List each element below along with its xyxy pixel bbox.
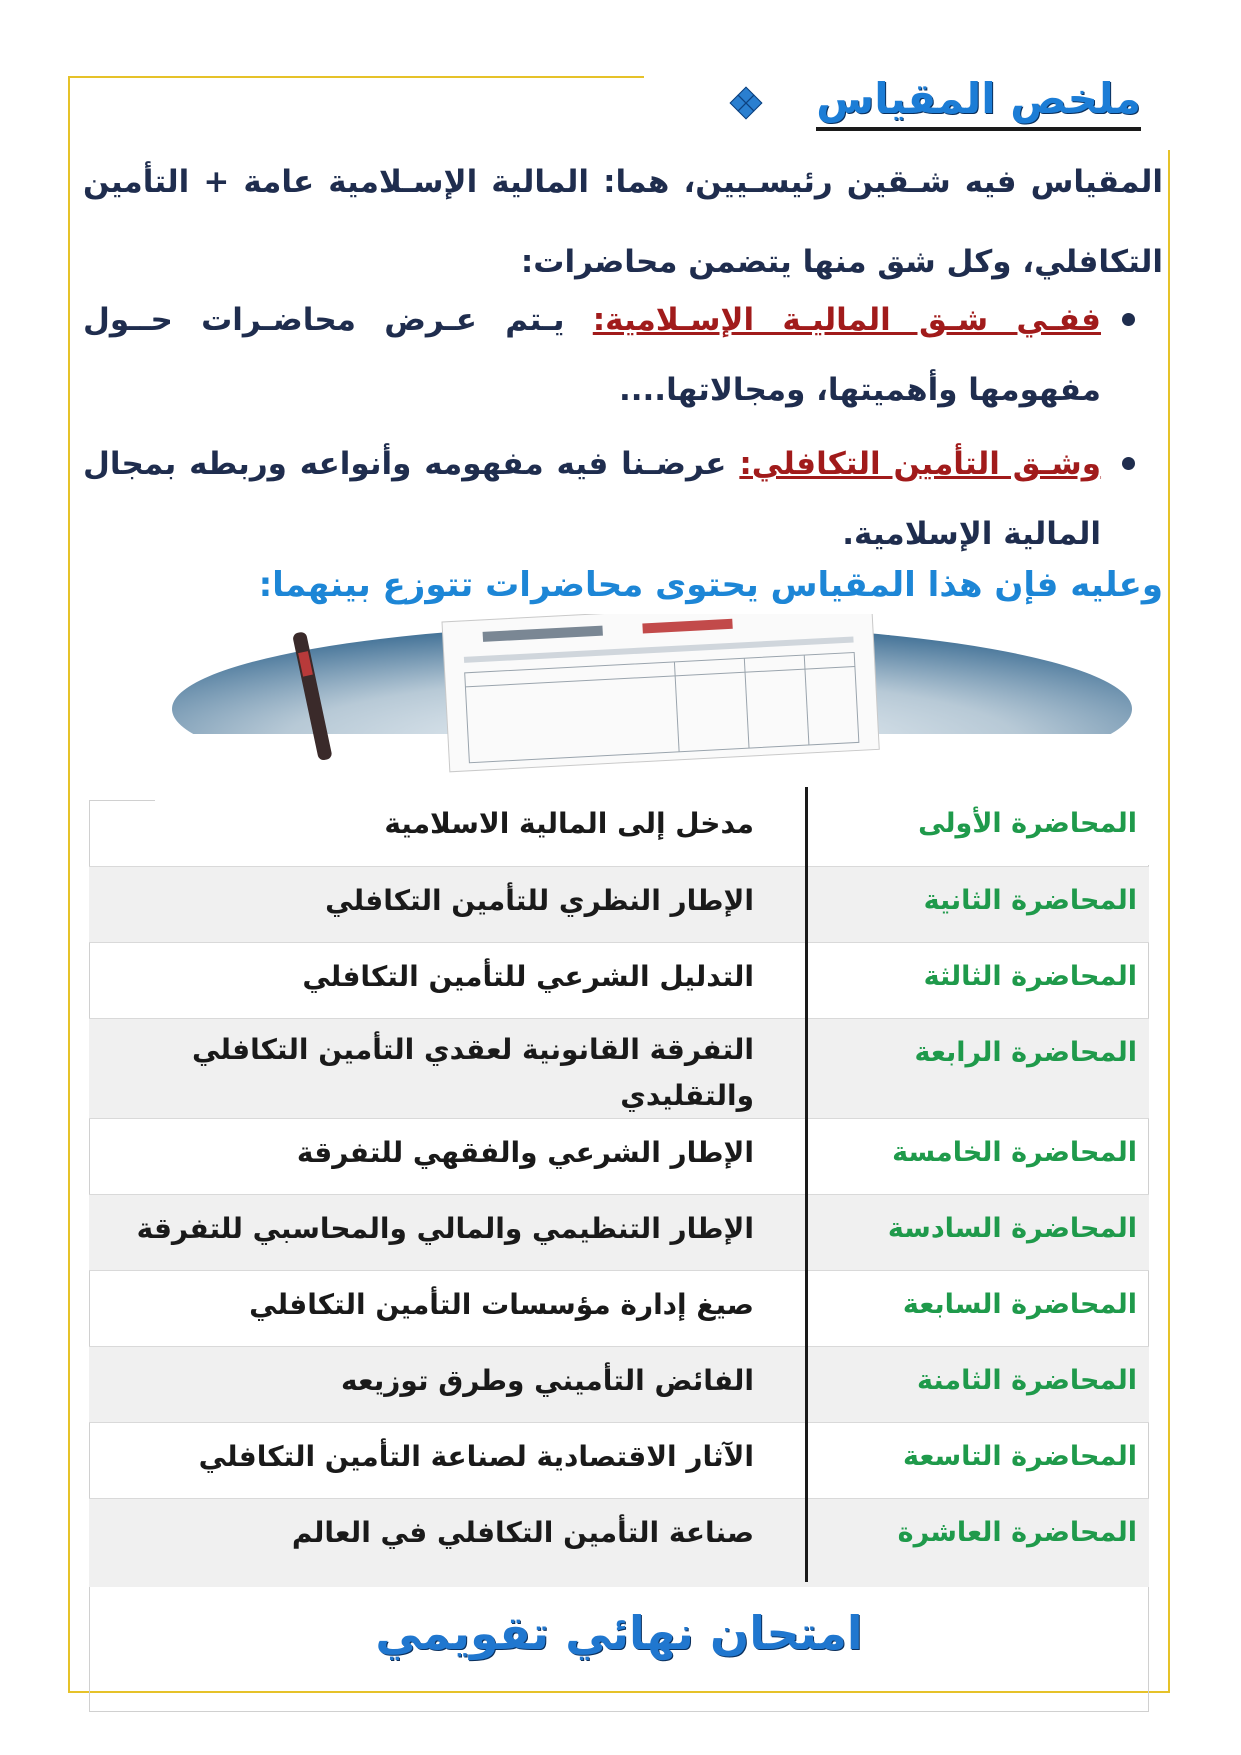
table-row [89,1422,1149,1499]
lecture-topic: الفائض التأميني وطرق توزيعه [340,1364,754,1397]
bullet-item [83,429,1163,569]
intro-paragraph: المقياس فيه شـقين رئيسـيين، هما: المالية الإسـلامية عامة + التأمين التكافلي، وكل شق منها يتضمن محاضرات: [83,164,1163,280]
table-row [89,1498,1149,1587]
table-row [89,790,1149,866]
lecture-number: المحاضرة السادسة [887,1213,1137,1244]
bullet-item [83,285,1163,425]
table-frame-bottom [89,1711,1149,1712]
lecture-topic: الإطار الشرعي والفقهي للتفرقة [296,1136,754,1169]
lecture-topic: مدخل إلى المالية الاسلامية [384,807,754,840]
lead-heading: وعليه فإن هذا المقياس يحتوى محاضرات تتوزع بينهما: [258,565,1163,605]
page-frame-left [68,76,70,1693]
table-row [89,942,1149,1019]
table-row [89,1018,1149,1119]
lecture-topic: الإطار التنظيمي والمالي والمحاسبي للتفرقة [136,1212,754,1245]
bullet-text: يـتم عـرض محاضـرات حــول مفهومها وأهميتها، ومجالاتها.... [83,302,1101,408]
table-row [89,1118,1149,1195]
lecture-topic: صيغ إدارة مؤسسات التأمين التكافلي [249,1288,754,1321]
title-row [732,72,1141,132]
final-exam-label: امتحان نهائي تقويمي [375,1606,863,1660]
lecture-number: المحاضرة التاسعة [902,1441,1137,1472]
lecture-number: المحاضرة الرابعة [914,1037,1137,1068]
page-title: ملخص المقياس [816,73,1141,131]
diamond-cluster-icon [732,89,758,115]
table-row [89,1346,1149,1423]
lecture-topic: التفرقة القانونية لعقدي التأمين التكافلي والتقليدي [192,1033,754,1112]
bullet-highlight: وشـق التأمين التكافلي: [739,446,1102,482]
bullet-text: عرضـنا فيه مفهومه وأنواعه وربطه بمجال المالية الإسلامية. [83,446,1101,552]
page-frame-top [68,76,644,78]
lecture-topic: صناعة التأمين التكافلي في العالم [291,1516,754,1549]
form-document-illustration [172,614,1132,774]
lecture-topic: الآثار الاقتصادية لصناعة التأمين التكافلي [198,1440,754,1473]
bullet-list [83,285,1163,569]
page-frame-right [1168,150,1170,1693]
table-row [89,1270,1149,1347]
bullet-highlight: ففـي شـق الماليـة الإسـلامية: [592,302,1101,338]
table-row [89,866,1149,943]
lecture-number: المحاضرة الثالثة [923,961,1137,992]
lecture-number: المحاضرة الثانية [923,885,1137,916]
lecture-number: المحاضرة الثامنة [917,1365,1137,1396]
lecture-number: المحاضرة السابعة [902,1289,1137,1320]
lecture-number: المحاضرة العاشرة [897,1517,1137,1548]
lecture-topic: التدليل الشرعي للتأمين التكافلي [302,960,754,993]
lecture-number: المحاضرة الأولى [918,808,1137,839]
column-divider [805,787,808,1582]
page-frame-bottom [68,1691,1170,1693]
table-row [89,1194,1149,1271]
lecture-topic: الإطار النظري للتأمين التكافلي [325,884,754,917]
lecture-table [89,790,1149,1577]
lecture-number: المحاضرة الخامسة [892,1137,1137,1168]
